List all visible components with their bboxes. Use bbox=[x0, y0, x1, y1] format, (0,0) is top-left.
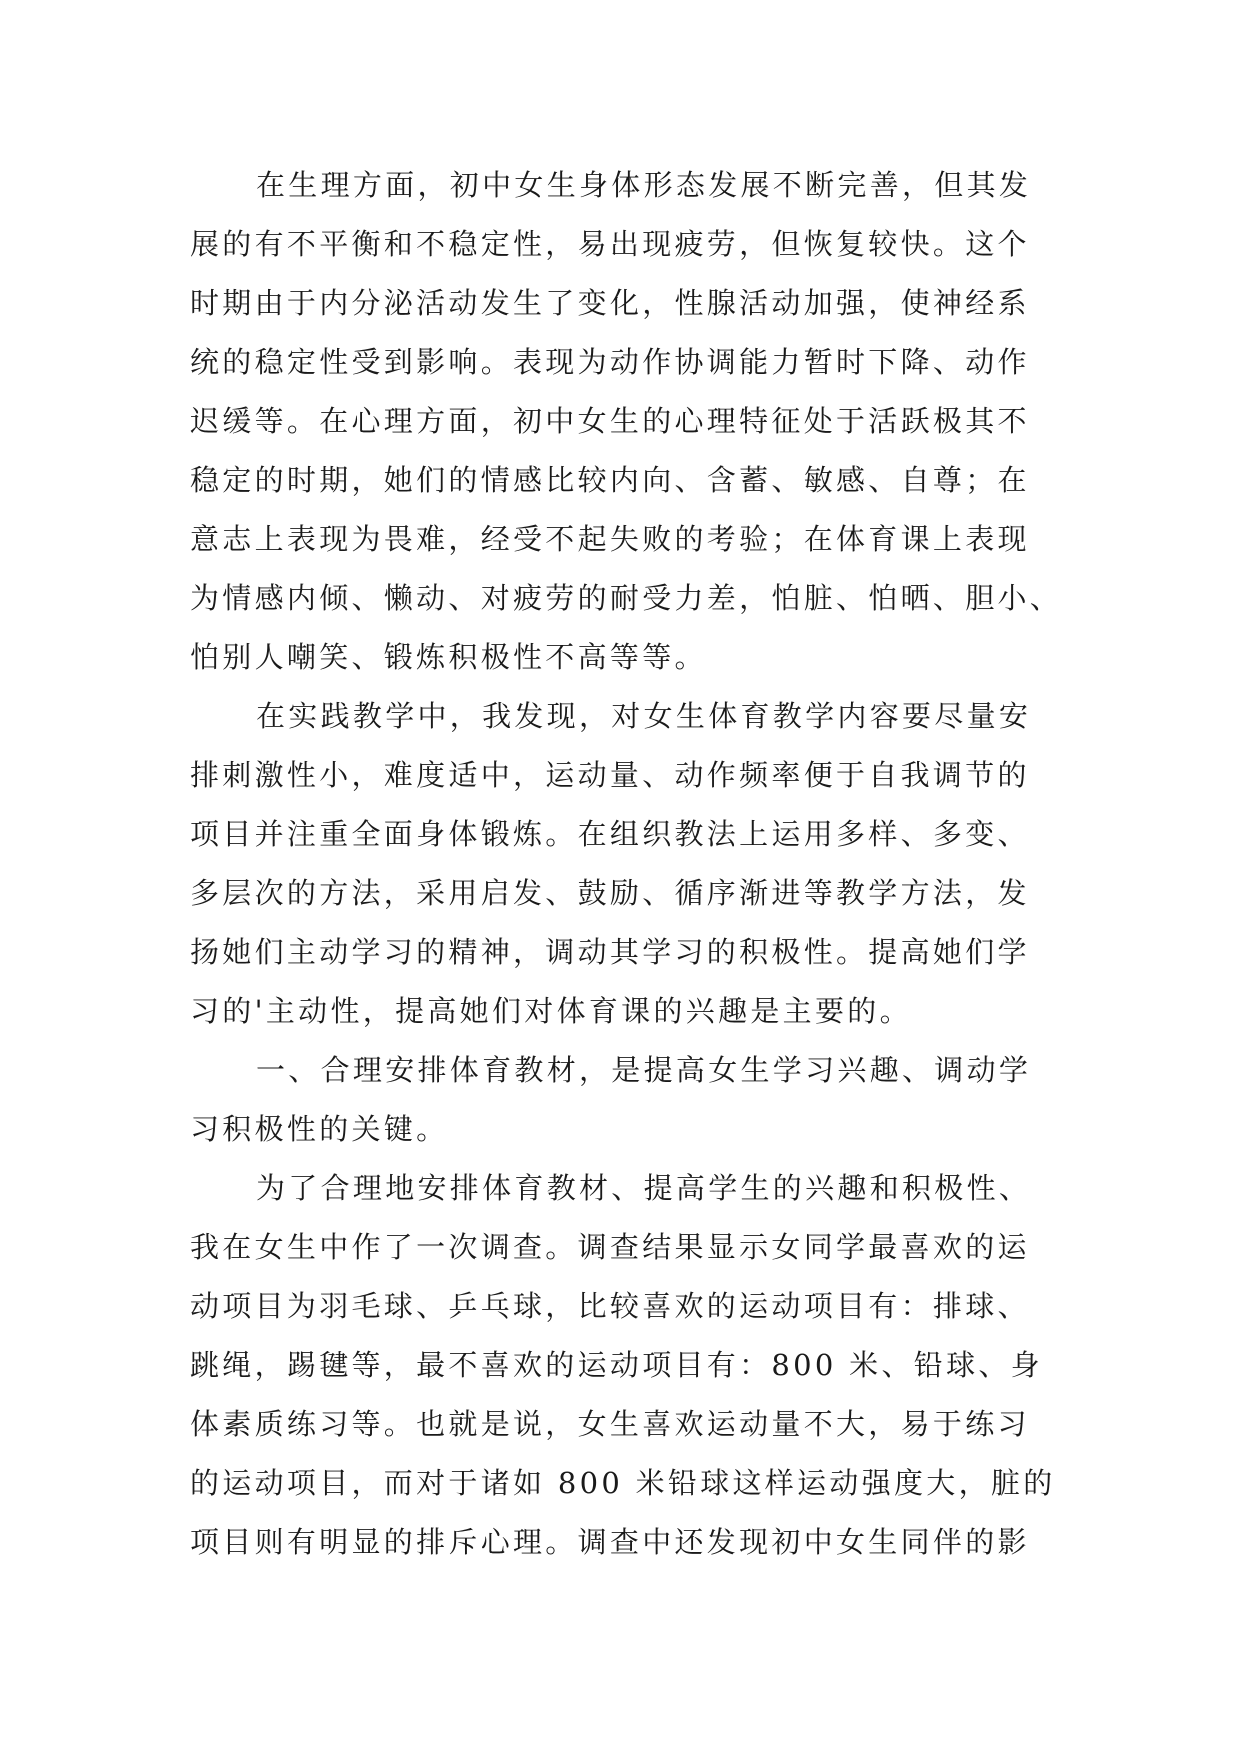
text-line: 体素质练习等。也就是说，女生喜欢运动量不大，易于练习 bbox=[190, 1407, 1030, 1441]
text-line: 怕别人嘲笑、锻炼积极性不高等等。 bbox=[190, 640, 707, 674]
text-line: 意志上表现为畏难，经受不起失败的考验；在体育课上表现 bbox=[190, 522, 1030, 556]
text-line: 多层次的方法，采用启发、鼓励、循序渐进等教学方法，发 bbox=[190, 876, 1030, 910]
text-line: 扬她们主动学习的精神，调动其学习的积极性。提高她们学 bbox=[190, 935, 1030, 969]
heading-line: 习积极性的关键。 bbox=[190, 1112, 449, 1146]
text-line: 迟缓等。在心理方面，初中女生的心理特征处于活跃极其不 bbox=[190, 404, 1030, 438]
text-line: 展的有不平衡和不稳定性，易出现疲劳，但恢复较快。这个 bbox=[190, 227, 1030, 261]
text-line: 在生理方面，初中女生身体形态发展不断完善，但其发 bbox=[256, 168, 1032, 202]
text-line: 我在女生中作了一次调查。调查结果显示女同学最喜欢的运 bbox=[190, 1230, 1030, 1264]
text-line: 动项目为羽毛球、乒乓球，比较喜欢的运动项目有：排球、 bbox=[190, 1289, 1030, 1323]
text-line: 项目则有明显的排斥心理。调查中还发现初中女生同伴的影 bbox=[190, 1525, 1030, 1559]
text-line: 的运动项目，而对于诸如 800 米铅球这样运动强度大，脏的 bbox=[190, 1466, 1056, 1500]
text-line: 在实践教学中，我发现，对女生体育教学内容要尽量安 bbox=[256, 699, 1032, 733]
text-line: 稳定的时期，她们的情感比较内向、含蓄、敏感、自尊；在 bbox=[190, 463, 1030, 497]
text-line: 习的'主动性，提高她们对体育课的兴趣是主要的。 bbox=[190, 994, 912, 1028]
text-line: 跳绳，踢毽等，最不喜欢的运动项目有：800 米、铅球、身 bbox=[190, 1348, 1043, 1382]
text-line: 排刺激性小，难度适中，运动量、动作频率便于自我调节的 bbox=[190, 758, 1030, 792]
paragraph-teaching-practice bbox=[190, 687, 1070, 1041]
text-line: 统的稳定性受到影响。表现为动作协调能力暂时下降、动作 bbox=[190, 345, 1030, 379]
document-body bbox=[190, 156, 1070, 1572]
text-line: 时期由于内分泌活动发生了变化，性腺活动加强，使神经系 bbox=[190, 286, 1030, 320]
paragraph-survey bbox=[190, 1159, 1070, 1572]
text-line: 为了合理地安排体育教材、提高学生的兴趣和积极性、 bbox=[256, 1171, 1032, 1205]
paragraph-physiology-psychology bbox=[190, 156, 1070, 687]
text-line: 项目并注重全面身体锻炼。在组织教法上运用多样、多变、 bbox=[190, 817, 1030, 851]
heading-line: 一、合理安排体育教材，是提高女生学习兴趣、调动学 bbox=[256, 1053, 1032, 1087]
section-heading-1 bbox=[190, 1041, 1070, 1159]
text-line: 为情感内倾、懒动、对疲劳的耐受力差，怕脏、怕晒、胆小、 bbox=[190, 581, 1063, 615]
